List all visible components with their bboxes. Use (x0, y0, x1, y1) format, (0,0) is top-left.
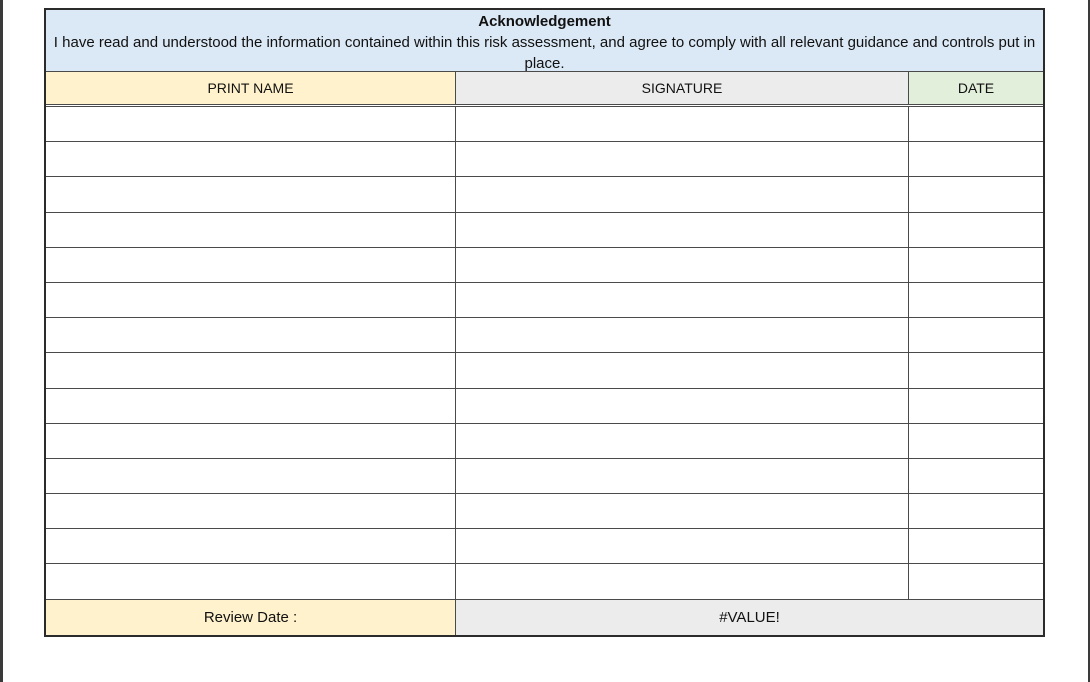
table-row (46, 283, 1043, 318)
column-header-row (46, 72, 1043, 107)
review-date-label[interactable]: Review Date : (46, 600, 456, 635)
signature-cell[interactable] (456, 142, 909, 176)
signature-cell[interactable] (456, 318, 909, 352)
acknowledgement-title: Acknowledgement (478, 13, 611, 30)
signature-cell[interactable] (456, 494, 909, 528)
signature-rows (46, 107, 1043, 600)
print-name-cell[interactable] (46, 283, 456, 317)
table-row (46, 494, 1043, 529)
signature-cell[interactable] (456, 424, 909, 458)
signature-cell[interactable] (456, 177, 909, 211)
signature-cell[interactable] (456, 564, 909, 598)
print-name-cell[interactable] (46, 107, 456, 141)
table-row (46, 353, 1043, 388)
print-name-cell[interactable] (46, 564, 456, 598)
print-name-cell[interactable] (46, 529, 456, 563)
signature-cell[interactable] (456, 283, 909, 317)
header-date[interactable]: DATE (909, 72, 1043, 104)
date-cell[interactable] (909, 142, 1043, 176)
date-cell[interactable] (909, 529, 1043, 563)
date-cell[interactable] (909, 389, 1043, 423)
signature-cell[interactable] (456, 459, 909, 493)
print-name-cell[interactable] (46, 494, 456, 528)
print-name-cell[interactable] (46, 389, 456, 423)
signature-cell[interactable] (456, 389, 909, 423)
print-name-cell[interactable] (46, 459, 456, 493)
table-row (46, 564, 1043, 599)
table-row (46, 424, 1043, 459)
print-name-cell[interactable] (46, 424, 456, 458)
date-cell[interactable] (909, 459, 1043, 493)
window-left-edge (0, 0, 3, 682)
table-row (46, 107, 1043, 142)
acknowledgement-header (46, 10, 1043, 72)
date-cell[interactable] (909, 213, 1043, 247)
review-date-row (46, 600, 1043, 635)
acknowledgement-statement: I have read and understood the information contained within this risk assessment, and agree to comply with all relevant guidance and controls put in place. (53, 34, 1036, 72)
table-row (46, 142, 1043, 177)
date-cell[interactable] (909, 107, 1043, 141)
table-row (46, 177, 1043, 212)
print-name-cell[interactable] (46, 248, 456, 282)
date-cell[interactable] (909, 494, 1043, 528)
date-cell[interactable] (909, 353, 1043, 387)
date-cell[interactable] (909, 318, 1043, 352)
header-signature[interactable]: SIGNATURE (456, 72, 909, 104)
signature-cell[interactable] (456, 107, 909, 141)
table-row (46, 459, 1043, 494)
acknowledgement-table (44, 8, 1045, 637)
table-row (46, 213, 1043, 248)
date-cell[interactable] (909, 177, 1043, 211)
print-name-cell[interactable] (46, 318, 456, 352)
table-row (46, 389, 1043, 424)
print-name-cell[interactable] (46, 353, 456, 387)
signature-cell[interactable] (456, 353, 909, 387)
print-name-cell[interactable] (46, 142, 456, 176)
table-row (46, 248, 1043, 283)
review-date-value[interactable]: #VALUE! (456, 600, 1043, 635)
print-name-cell[interactable] (46, 213, 456, 247)
header-print-name[interactable]: PRINT NAME (46, 72, 456, 104)
table-row (46, 529, 1043, 564)
signature-cell[interactable] (456, 213, 909, 247)
date-cell[interactable] (909, 248, 1043, 282)
signature-cell[interactable] (456, 248, 909, 282)
print-name-cell[interactable] (46, 177, 456, 211)
date-cell[interactable] (909, 424, 1043, 458)
date-cell[interactable] (909, 564, 1043, 598)
date-cell[interactable] (909, 283, 1043, 317)
table-row (46, 318, 1043, 353)
signature-cell[interactable] (456, 529, 909, 563)
